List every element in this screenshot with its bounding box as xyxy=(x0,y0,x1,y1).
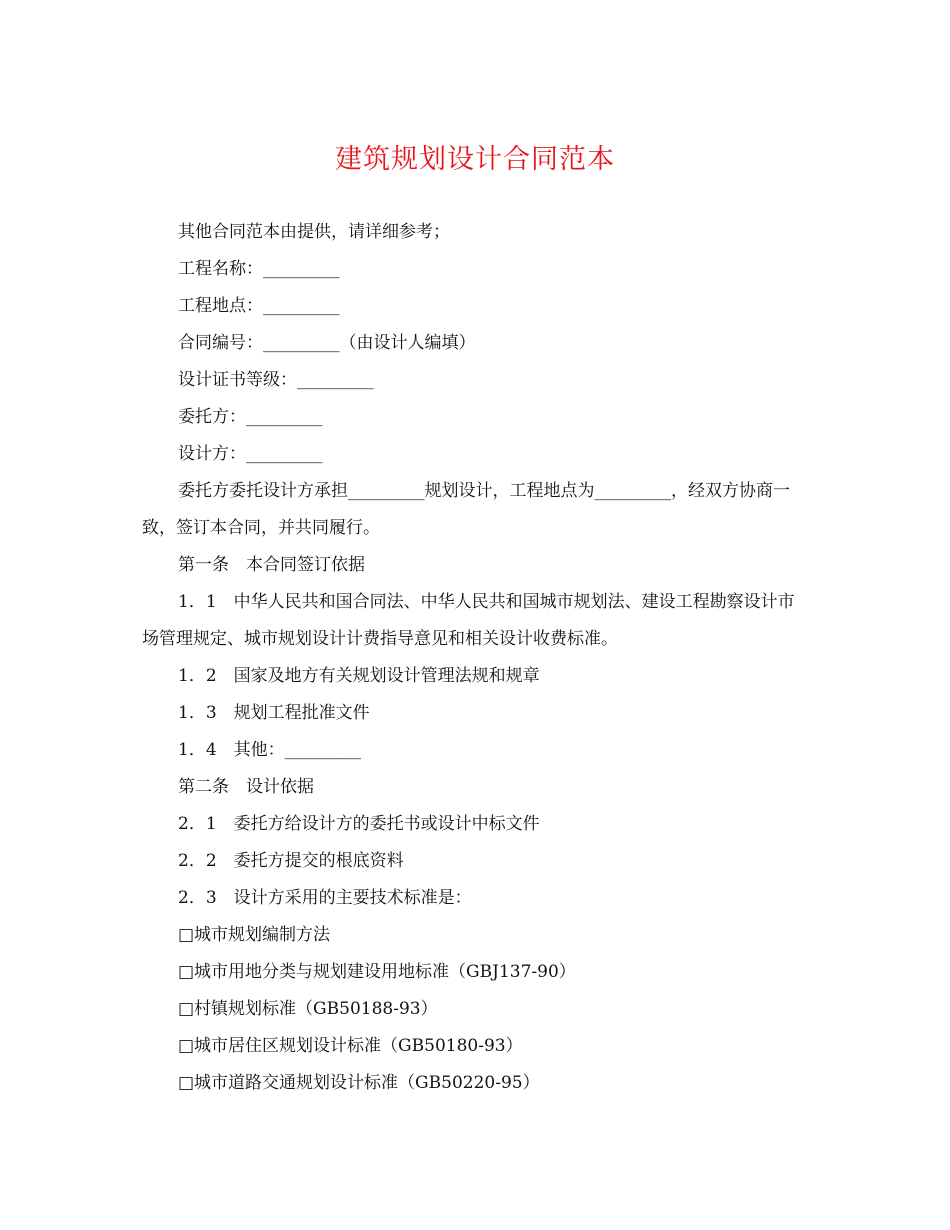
paragraph: 工程名称：_________ xyxy=(178,259,340,279)
paragraph: 合同编号：_________（由设计人编填） xyxy=(178,333,476,353)
paragraph: 2．3 设计方采用的主要技术标准是： xyxy=(178,888,472,908)
paragraph: 2．1 委托方给设计方的委托书或设计中标文件 xyxy=(178,814,540,834)
paragraph: 委托方委托设计方承担_________规划设计，工程地点为_________，经双方协商一致，签订本合同，并共同履行。 xyxy=(142,481,790,538)
paragraph: 设计方：_________ xyxy=(178,444,323,464)
paragraph: 设计证书等级：_________ xyxy=(178,370,374,390)
document-title: 建筑规划设计合同范本 xyxy=(335,144,615,175)
paragraph: 1．4 其他：_________ xyxy=(178,740,362,760)
paragraph: □村镇规划标准（GB50188-93） xyxy=(178,999,438,1019)
paragraph: 1．1 中华人民共和国合同法、中华人民共和国城市规划法、建设工程勘察设计市场管理规定、城市规划设计计费指导意见和相关设计收费标准。 xyxy=(142,592,795,649)
paragraph: 1．2 国家及地方有关规划设计管理法规和规章 xyxy=(178,666,540,686)
paragraph: 第二条 设计依据 xyxy=(178,777,314,797)
paragraph: 第一条 本合同签订依据 xyxy=(178,555,365,575)
paragraph: □城市用地分类与规划建设用地标准（GBJ137-90） xyxy=(178,962,576,982)
paragraph: 1．3 规划工程批准文件 xyxy=(178,703,370,723)
paragraph: 委托方：_________ xyxy=(178,407,323,427)
document-body xyxy=(142,214,802,1102)
paragraph: □城市居住区规划设计标准（GB50180-93） xyxy=(178,1036,523,1056)
paragraph: 2．2 委托方提交的根底资料 xyxy=(178,851,404,871)
paragraph: 工程地点：_________ xyxy=(178,296,340,316)
paragraph: 其他合同范本由提供，请详细参考； xyxy=(178,222,450,242)
paragraph: □城市规划编制方法 xyxy=(178,925,331,945)
paragraph: □城市道路交通规划设计标准（GB50220-95） xyxy=(178,1073,540,1093)
